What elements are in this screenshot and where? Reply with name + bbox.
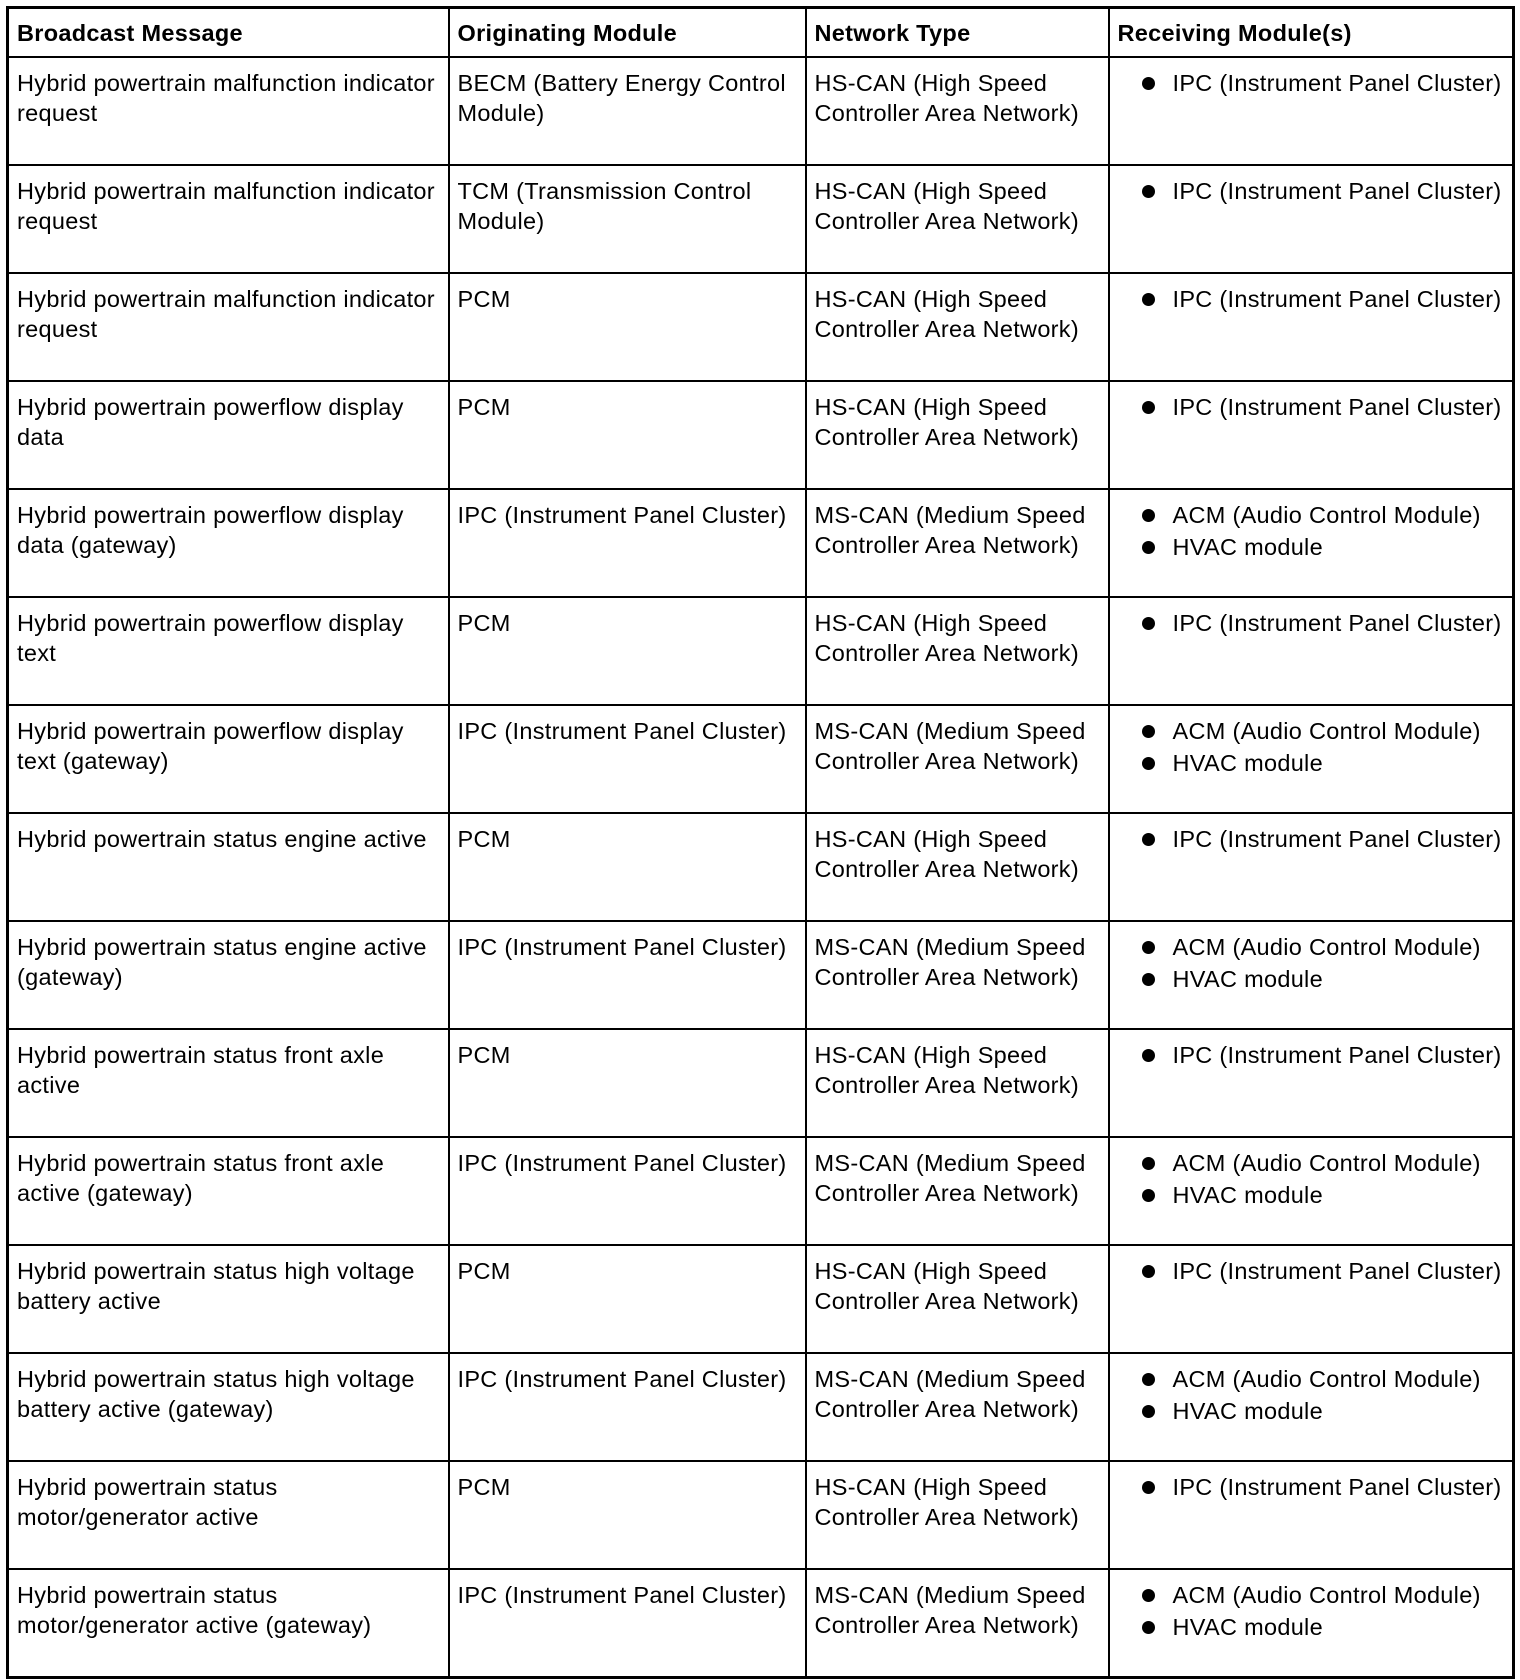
bullet-icon [1142,401,1155,414]
receiving-module-label: HVAC module [1172,750,1323,776]
cell-receiving-modules [1109,705,1514,813]
cell-receiving-modules [1109,1569,1514,1677]
cell-network-type: HS-CAN (High Speed Controller Area Network) [806,1245,1109,1353]
receiving-module-label: ACM (Audio Control Module) [1172,718,1481,744]
receiving-module-item [1118,1472,1505,1502]
receiving-module-list [1118,824,1505,854]
bullet-icon [1142,1621,1155,1634]
receiving-module-label: ACM (Audio Control Module) [1172,502,1481,528]
table-row [8,813,1514,921]
cell-broadcast-message: Hybrid powertrain status motor/generator active [8,1461,449,1569]
broadcast-message-table-container [6,6,1512,1679]
bullet-icon [1142,617,1155,630]
receiving-module-item [1118,748,1505,778]
cell-originating-module: PCM [449,597,806,705]
receiving-module-item [1118,500,1505,530]
receiving-module-label: HVAC module [1172,1614,1323,1640]
cell-receiving-modules [1109,1137,1514,1245]
receiving-module-item [1118,932,1505,962]
cell-originating-module: PCM [449,1029,806,1137]
cell-originating-module: IPC (Instrument Panel Cluster) [449,1137,806,1245]
cell-broadcast-message: Hybrid powertrain status motor/generator active (gateway) [8,1569,449,1677]
cell-originating-module: BECM (Battery Energy Control Module) [449,57,806,165]
cell-network-type: MS-CAN (Medium Speed Controller Area Network) [806,489,1109,597]
header-network-type: Network Type [806,8,1109,58]
table-body [8,57,1514,1677]
cell-receiving-modules [1109,1029,1514,1137]
bullet-icon [1142,185,1155,198]
bullet-icon [1142,1405,1155,1418]
bullet-icon [1142,1265,1155,1278]
bullet-icon [1142,1157,1155,1170]
receiving-module-item [1118,68,1505,98]
cell-receiving-modules [1109,381,1514,489]
cell-receiving-modules [1109,165,1514,273]
bullet-icon [1142,541,1155,554]
cell-originating-module: PCM [449,381,806,489]
receiving-module-label: IPC (Instrument Panel Cluster) [1172,394,1502,420]
cell-network-type: HS-CAN (High Speed Controller Area Network) [806,1029,1109,1137]
cell-receiving-modules [1109,57,1514,165]
receiving-module-item [1118,392,1505,422]
receiving-module-list [1118,1472,1505,1502]
cell-receiving-modules [1109,921,1514,1029]
bullet-icon [1142,509,1155,522]
table-row [8,381,1514,489]
receiving-module-item [1118,1256,1505,1286]
receiving-module-item [1118,284,1505,314]
receiving-module-item [1118,1148,1505,1178]
table-header-row [8,8,1514,58]
cell-network-type: MS-CAN (Medium Speed Controller Area Network) [806,1137,1109,1245]
header-receiving-modules: Receiving Module(s) [1109,8,1514,58]
cell-network-type: MS-CAN (Medium Speed Controller Area Network) [806,705,1109,813]
receiving-module-label: IPC (Instrument Panel Cluster) [1172,70,1502,96]
table-row [8,597,1514,705]
receiving-module-item [1118,1580,1505,1610]
receiving-module-label: IPC (Instrument Panel Cluster) [1172,826,1502,852]
cell-receiving-modules [1109,489,1514,597]
receiving-module-label: IPC (Instrument Panel Cluster) [1172,286,1502,312]
cell-network-type: MS-CAN (Medium Speed Controller Area Network) [806,1569,1109,1677]
receiving-module-list [1118,68,1505,98]
table-row [8,273,1514,381]
receiving-module-list [1118,1148,1505,1210]
receiving-module-item [1118,608,1505,638]
table-row [8,1137,1514,1245]
table-row [8,1353,1514,1461]
cell-broadcast-message: Hybrid powertrain status front axle active (gateway) [8,1137,449,1245]
receiving-module-list [1118,932,1505,994]
receiving-module-list [1118,392,1505,422]
cell-broadcast-message: Hybrid powertrain powerflow display data (gateway) [8,489,449,597]
cell-receiving-modules [1109,273,1514,381]
cell-receiving-modules [1109,1353,1514,1461]
broadcast-message-table [6,6,1515,1679]
cell-originating-module: IPC (Instrument Panel Cluster) [449,1353,806,1461]
bullet-icon [1142,293,1155,306]
bullet-icon [1142,1189,1155,1202]
receiving-module-item [1118,964,1505,994]
cell-broadcast-message: Hybrid powertrain powerflow display data [8,381,449,489]
bullet-icon [1142,833,1155,846]
receiving-module-label: ACM (Audio Control Module) [1172,1582,1481,1608]
cell-network-type: HS-CAN (High Speed Controller Area Network) [806,57,1109,165]
table-row [8,1461,1514,1569]
cell-originating-module: PCM [449,1461,806,1569]
bullet-icon [1142,973,1155,986]
cell-broadcast-message: Hybrid powertrain malfunction indicator request [8,57,449,165]
receiving-module-item [1118,1396,1505,1426]
cell-originating-module: PCM [449,813,806,921]
receiving-module-item [1118,176,1505,206]
receiving-module-list [1118,608,1505,638]
bullet-icon [1142,77,1155,90]
receiving-module-item [1118,532,1505,562]
table-row [8,1245,1514,1353]
cell-network-type: MS-CAN (Medium Speed Controller Area Network) [806,921,1109,1029]
cell-network-type: HS-CAN (High Speed Controller Area Network) [806,165,1109,273]
receiving-module-list [1118,1256,1505,1286]
receiving-module-label: ACM (Audio Control Module) [1172,934,1481,960]
cell-broadcast-message: Hybrid powertrain status high voltage battery active (gateway) [8,1353,449,1461]
receiving-module-list [1118,284,1505,314]
header-originating-module: Originating Module [449,8,806,58]
table-row [8,165,1514,273]
bullet-icon [1142,757,1155,770]
cell-broadcast-message: Hybrid powertrain malfunction indicator request [8,273,449,381]
receiving-module-label: HVAC module [1172,1398,1323,1424]
receiving-module-item [1118,1612,1505,1642]
receiving-module-label: ACM (Audio Control Module) [1172,1150,1481,1176]
cell-originating-module: IPC (Instrument Panel Cluster) [449,489,806,597]
header-broadcast-message: Broadcast Message [8,8,449,58]
cell-originating-module: IPC (Instrument Panel Cluster) [449,921,806,1029]
table-row [8,705,1514,813]
cell-receiving-modules [1109,597,1514,705]
cell-broadcast-message: Hybrid powertrain malfunction indicator request [8,165,449,273]
cell-network-type: HS-CAN (High Speed Controller Area Network) [806,273,1109,381]
receiving-module-list [1118,716,1505,778]
receiving-module-item [1118,1180,1505,1210]
receiving-module-label: HVAC module [1172,534,1323,560]
receiving-module-list [1118,1580,1505,1642]
cell-receiving-modules [1109,1245,1514,1353]
table-row [8,1029,1514,1137]
cell-originating-module: IPC (Instrument Panel Cluster) [449,1569,806,1677]
bullet-icon [1142,1481,1155,1494]
bullet-icon [1142,1373,1155,1386]
cell-broadcast-message: Hybrid powertrain powerflow display text [8,597,449,705]
receiving-module-item [1118,1364,1505,1394]
receiving-module-list [1118,1040,1505,1070]
table-row [8,921,1514,1029]
cell-broadcast-message: Hybrid powertrain status engine active [8,813,449,921]
receiving-module-list [1118,1364,1505,1426]
receiving-module-item [1118,716,1505,746]
table-row [8,1569,1514,1677]
cell-broadcast-message: Hybrid powertrain status high voltage battery active [8,1245,449,1353]
receiving-module-label: HVAC module [1172,966,1323,992]
cell-network-type: HS-CAN (High Speed Controller Area Network) [806,1461,1109,1569]
cell-broadcast-message: Hybrid powertrain status front axle active [8,1029,449,1137]
cell-originating-module: PCM [449,1245,806,1353]
receiving-module-list [1118,500,1505,562]
table-row [8,489,1514,597]
receiving-module-label: IPC (Instrument Panel Cluster) [1172,1258,1502,1284]
receiving-module-label: IPC (Instrument Panel Cluster) [1172,178,1502,204]
cell-network-type: HS-CAN (High Speed Controller Area Network) [806,597,1109,705]
receiving-module-label: IPC (Instrument Panel Cluster) [1172,1474,1502,1500]
bullet-icon [1142,941,1155,954]
receiving-module-item [1118,824,1505,854]
receiving-module-list [1118,176,1505,206]
cell-receiving-modules [1109,813,1514,921]
receiving-module-label: IPC (Instrument Panel Cluster) [1172,1042,1502,1068]
cell-originating-module: IPC (Instrument Panel Cluster) [449,705,806,813]
bullet-icon [1142,725,1155,738]
cell-network-type: MS-CAN (Medium Speed Controller Area Network) [806,1353,1109,1461]
cell-broadcast-message: Hybrid powertrain status engine active (gateway) [8,921,449,1029]
bullet-icon [1142,1589,1155,1602]
cell-originating-module: TCM (Transmission Control Module) [449,165,806,273]
bullet-icon [1142,1049,1155,1062]
cell-receiving-modules [1109,1461,1514,1569]
receiving-module-label: HVAC module [1172,1182,1323,1208]
receiving-module-label: ACM (Audio Control Module) [1172,1366,1481,1392]
receiving-module-item [1118,1040,1505,1070]
cell-broadcast-message: Hybrid powertrain powerflow display text (gateway) [8,705,449,813]
cell-network-type: HS-CAN (High Speed Controller Area Network) [806,381,1109,489]
table-row [8,57,1514,165]
cell-originating-module: PCM [449,273,806,381]
receiving-module-label: IPC (Instrument Panel Cluster) [1172,610,1502,636]
cell-network-type: HS-CAN (High Speed Controller Area Network) [806,813,1109,921]
